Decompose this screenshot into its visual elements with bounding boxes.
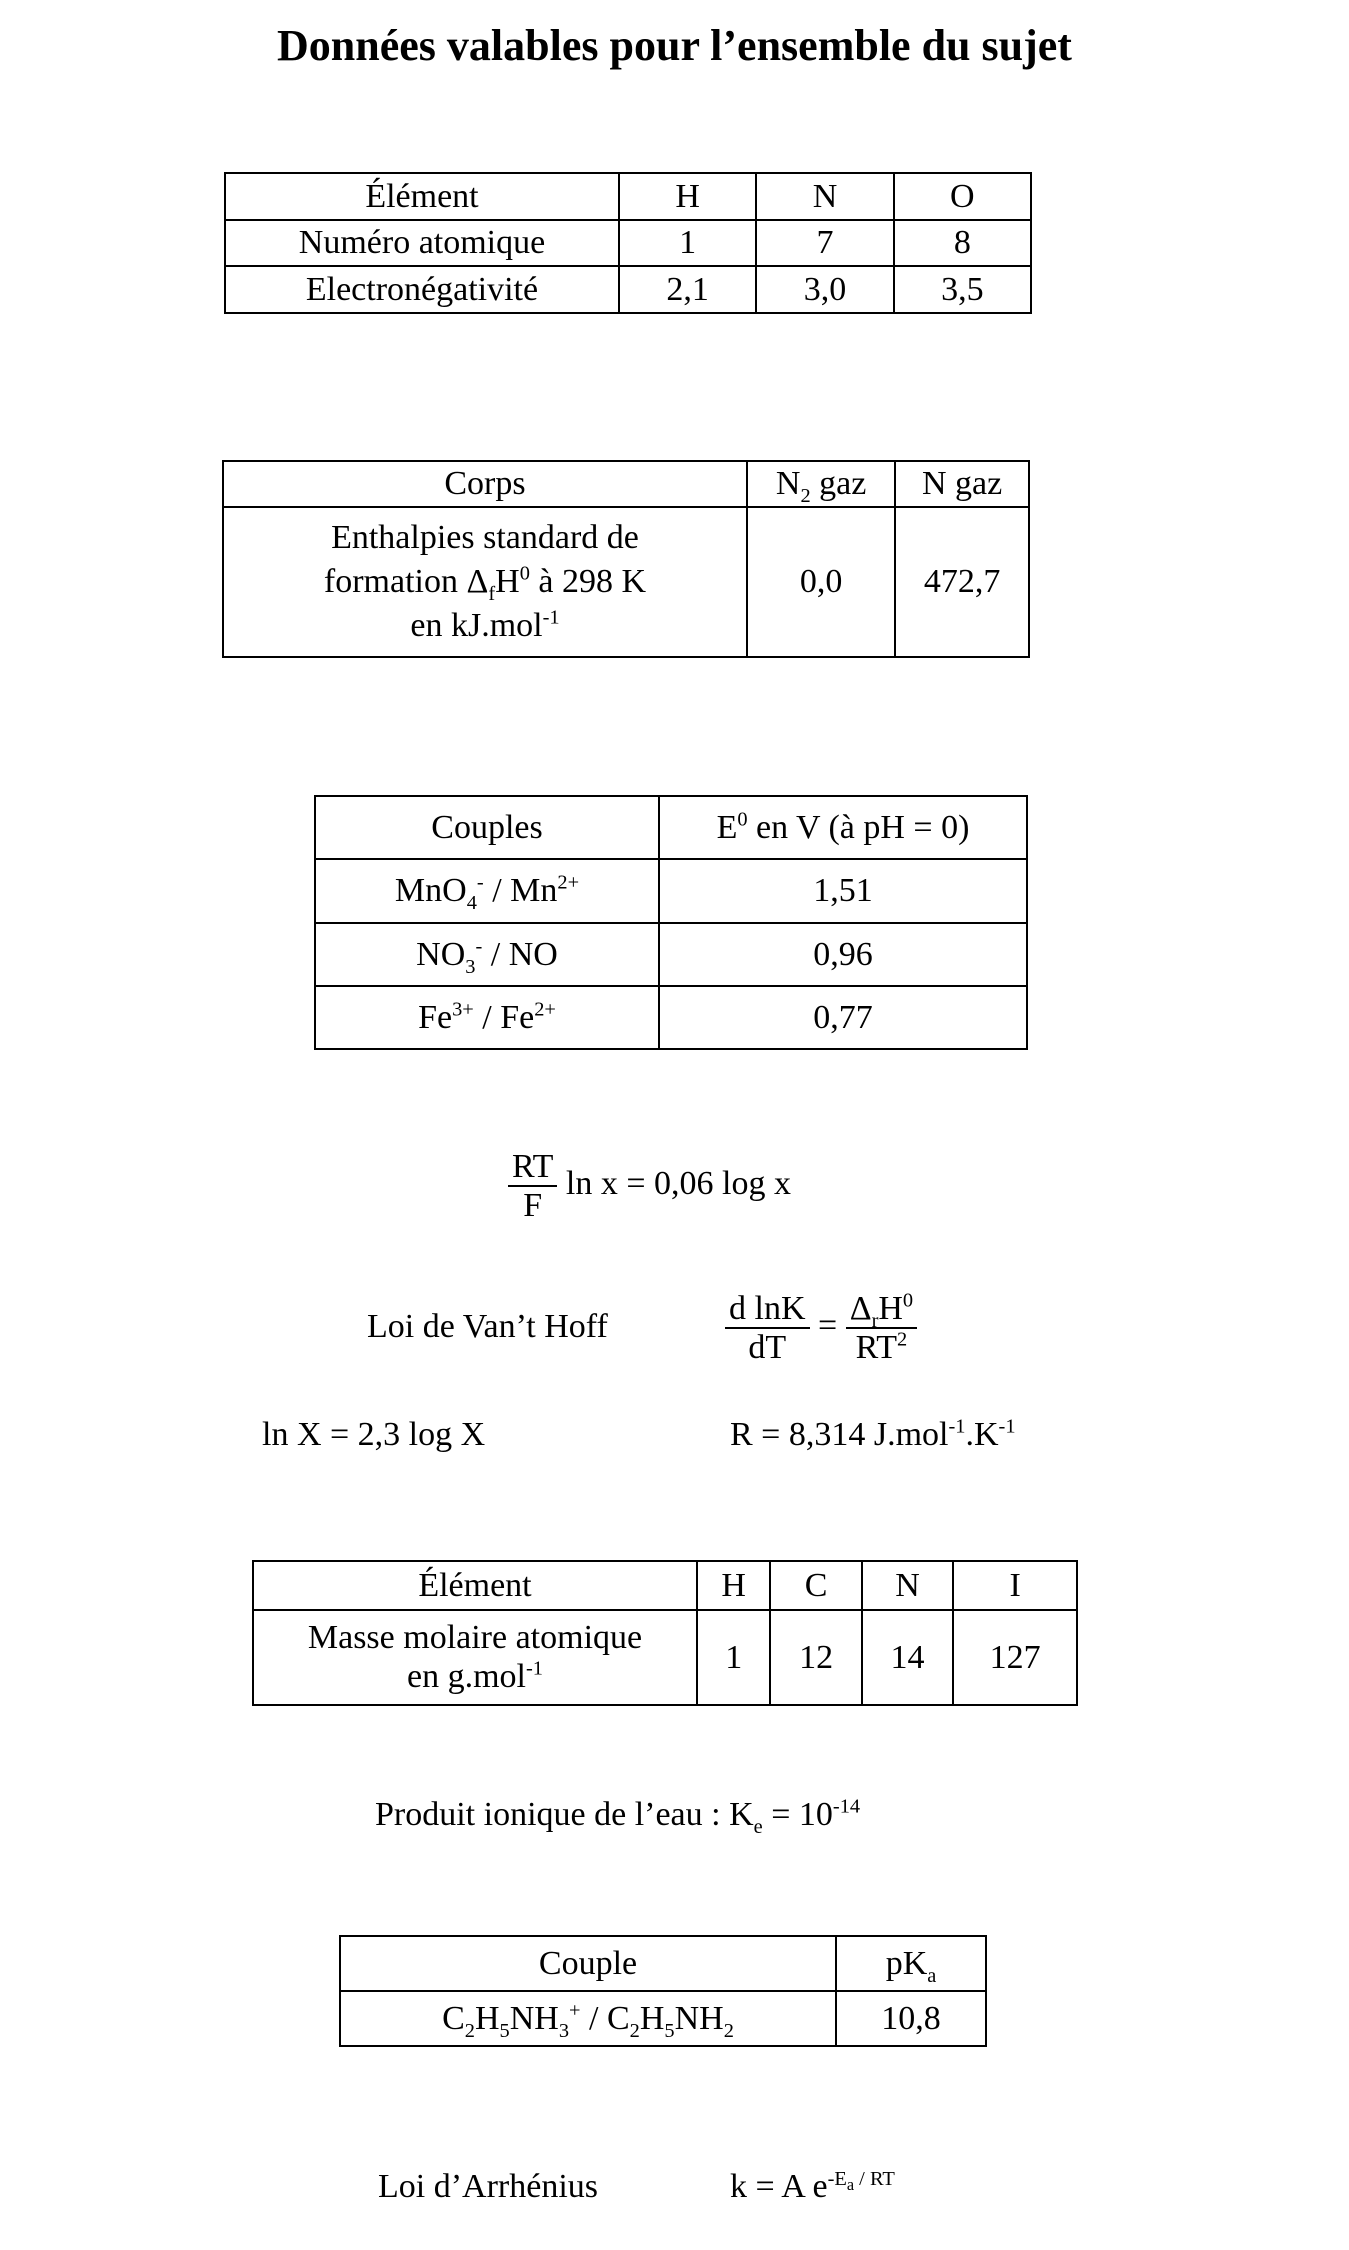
header-cell: Élément bbox=[253, 1561, 697, 1610]
table-cell: 14 bbox=[862, 1610, 953, 1705]
table-header-row bbox=[253, 1561, 1077, 1610]
header-cell: I bbox=[953, 1561, 1077, 1610]
table-cell: 1 bbox=[697, 1610, 770, 1705]
table-row bbox=[223, 507, 1029, 657]
enthalpy-table bbox=[222, 460, 1030, 658]
row-label: Enthalpies standard de formation $\Delta_fH^0$ à 298 K en kJ.mol$^{-1}$ bbox=[223, 507, 747, 657]
vanthoff-formula: $\frac{\text{d lnK}}{dT}$ = $\frac{\Delta_rH^0}{RT^2}$ bbox=[725, 1290, 917, 1367]
table-header-row bbox=[225, 173, 1031, 220]
header-cell: H bbox=[697, 1561, 770, 1610]
vanthoff-label: Loi de Van’t Hoff bbox=[367, 1308, 608, 1345]
couple-cell: $NO_3^-$ / NO bbox=[315, 923, 659, 986]
table-row bbox=[315, 923, 1027, 986]
row-label: Numéro atomique bbox=[225, 220, 619, 267]
header-cell: Couple bbox=[340, 1936, 836, 1991]
table-cell: 12 bbox=[770, 1610, 861, 1705]
arrhenius-label: Loi d’Arrhénius bbox=[378, 2168, 599, 2205]
row-label: Electronégativité bbox=[225, 266, 619, 313]
table-row bbox=[225, 220, 1031, 267]
element-properties-table bbox=[224, 172, 1032, 314]
table-cell: 1,51 bbox=[659, 859, 1027, 922]
table-header-row bbox=[223, 461, 1029, 507]
header-cell: $N_2$ gaz bbox=[747, 461, 895, 507]
couple-cell: $MnO_4^- / Mn^{2+}$ bbox=[315, 859, 659, 922]
table-header-row bbox=[315, 796, 1027, 859]
table-cell: 3,0 bbox=[756, 266, 893, 313]
table-row bbox=[225, 266, 1031, 313]
arrhenius-formula: k = A $e^{-E_a / RT}$ bbox=[730, 2167, 895, 2205]
header-cell: N bbox=[862, 1561, 953, 1610]
table-cell: 2,1 bbox=[619, 266, 756, 313]
ln-relation: ln X = 2,3 log X bbox=[262, 1416, 486, 1453]
header-cell: N gaz bbox=[895, 461, 1029, 507]
table-row bbox=[315, 986, 1027, 1049]
rtf-formula: $\frac{RT}{F}$ ln x = 0,06 log x bbox=[508, 1148, 791, 1225]
header-cell: C bbox=[770, 1561, 861, 1610]
couple-cell: $Fe^{3+} / Fe^{2+}$ bbox=[315, 986, 659, 1049]
table-cell: 0,0 bbox=[747, 507, 895, 657]
header-cell: Corps bbox=[223, 461, 747, 507]
header-cell: Élément bbox=[225, 173, 619, 220]
table-cell: 10,8 bbox=[836, 1991, 986, 2046]
table-cell: 0,96 bbox=[659, 923, 1027, 986]
row-label: Masse molaire atomique en g.mol$^{-1}$ bbox=[253, 1610, 697, 1705]
rtf-fraction: $\frac{RT}{F}$ bbox=[508, 1148, 557, 1225]
table-cell: 127 bbox=[953, 1610, 1077, 1705]
ionic-product: Produit ionique de l’eau : $K_e = 10^{-14}$ bbox=[375, 1795, 861, 1838]
table-cell: 3,5 bbox=[894, 266, 1031, 313]
redox-potential-table bbox=[314, 795, 1028, 1050]
table-cell: 0,77 bbox=[659, 986, 1027, 1049]
table-cell: 7 bbox=[756, 220, 893, 267]
pka-table bbox=[339, 1935, 987, 2047]
header-cell: Couples bbox=[315, 796, 659, 859]
table-cell: 1 bbox=[619, 220, 756, 267]
page-title: Données valables pour l’ensemble du sujet bbox=[277, 21, 1072, 70]
table-row bbox=[253, 1610, 1077, 1705]
molar-mass-table bbox=[252, 1560, 1078, 1706]
header-cell: O bbox=[894, 173, 1031, 220]
header-cell: $pK_a$ bbox=[836, 1936, 986, 1991]
table-cell: 8 bbox=[894, 220, 1031, 267]
header-cell: $E^0$ en V (à pH = 0) bbox=[659, 796, 1027, 859]
couple-cell: $C_2H_5NH_3^+ / C_2H_5NH_2$ bbox=[340, 1991, 836, 2046]
table-row bbox=[315, 859, 1027, 922]
header-cell: H bbox=[619, 173, 756, 220]
table-header-row bbox=[340, 1936, 986, 1991]
table-cell: 472,7 bbox=[895, 507, 1029, 657]
gas-constant: R = 8,314 $J.mol^{-1}.K^{-1}$ bbox=[730, 1415, 1016, 1453]
table-row bbox=[340, 1991, 986, 2046]
header-cell: N bbox=[756, 173, 893, 220]
